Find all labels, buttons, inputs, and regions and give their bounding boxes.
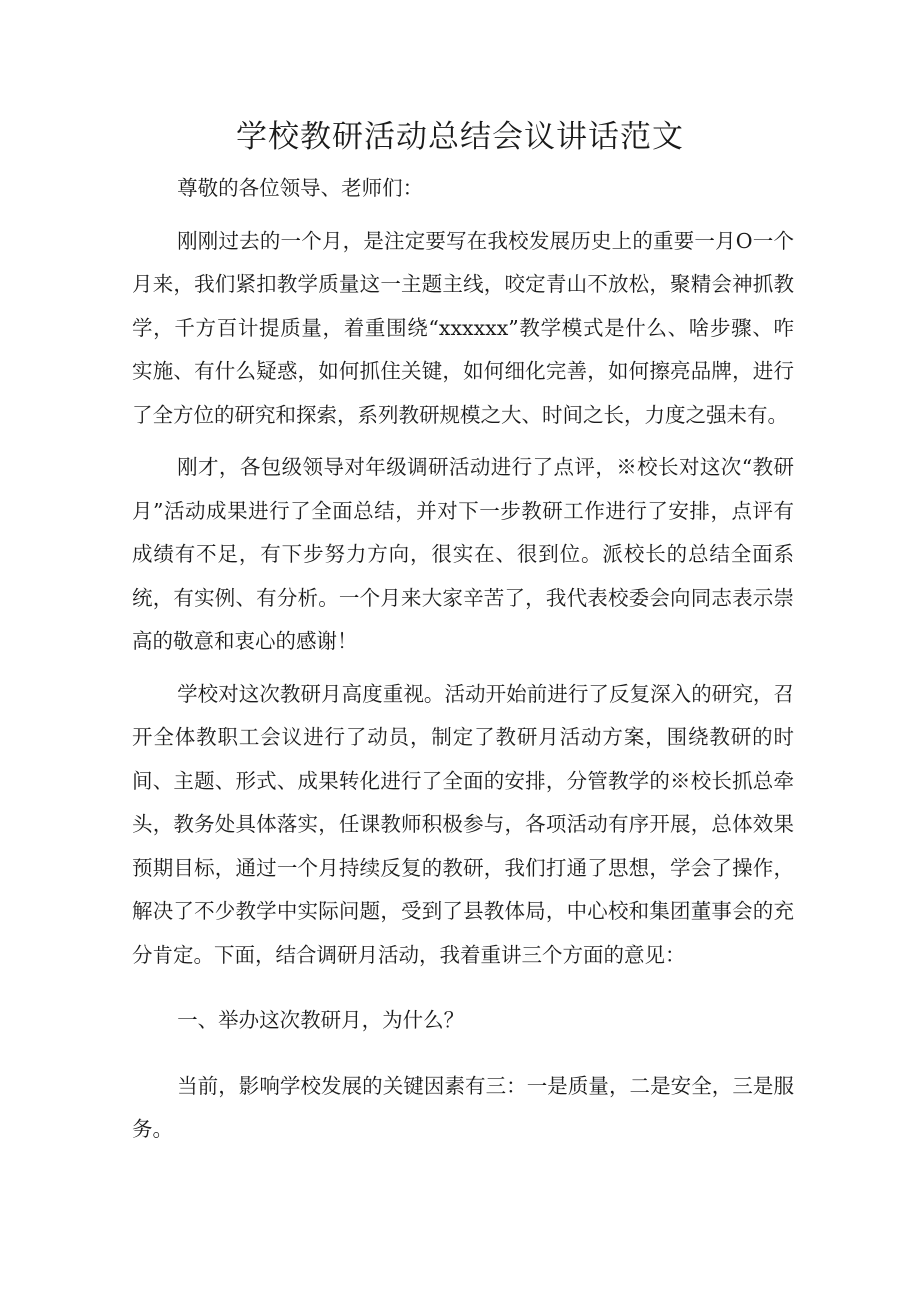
paragraph-4: 当前，影响学校发展的关键因素有三：一是质量，二是安全，三是服务。 [132,1073,794,1141]
salutation: 尊敬的各位领导、老师们： [177,176,424,200]
paragraph-1: 刚刚过去的一个月，是注定要写在我校发展历史上的重要一月O一个月来，我们紧扣教学质量这一主题主线，咬定青山不放松，聚精会神抓教学，千方百计提质量，着重围绕“xxxxxx”教学模式是什么、啥步骤、咋实施、有什么疑惑，如何抓住关键，如何细化完善，如何擦亮品牌，进行了全方位的研究和探索，系列教研规模之大、时间之长，力度之强未有。 [132,228,794,427]
section-heading: 一、举办这次教研月，为什么？ [177,1008,465,1032]
document-title: 学校教研活动总结会议讲话范文 [236,119,684,155]
paragraph-3: 学校对这次教研月高度重视。活动开始前进行了反复深入的研究，召开全体教职工会议进行了动员，制定了教研月活动方案，围绕教研的时间、主题、形式、成果转化进行了全面的安排，分管教学的※校长抓总牵头，教务处具体落实，任课教师积极参与，各项活动有序开展，总体效果预期目标，通过一个月持续反复的教研，我们打通了思想，学会了操作，解决了不少教学中实际问题，受到了县教体局，中心校和集团董事会的充分肯定。下面，结合调研月活动，我着重讲三个方面的意见： [132,681,794,967]
paragraph-2: 刚才，各包级领导对年级调研活动进行了点评，※校长对这次“教研月”活动成果进行了全面总结，并对下一步教研工作进行了安排，点评有成绩有不足，有下步努力方向，很实在、很到位。派校长的总结全面系统，有实例、有分析。一个月来大家辛苦了，我代表校委会向同志表示崇高的敬意和衷心的感谢！ [132,455,794,653]
document-body [132,167,794,1152]
